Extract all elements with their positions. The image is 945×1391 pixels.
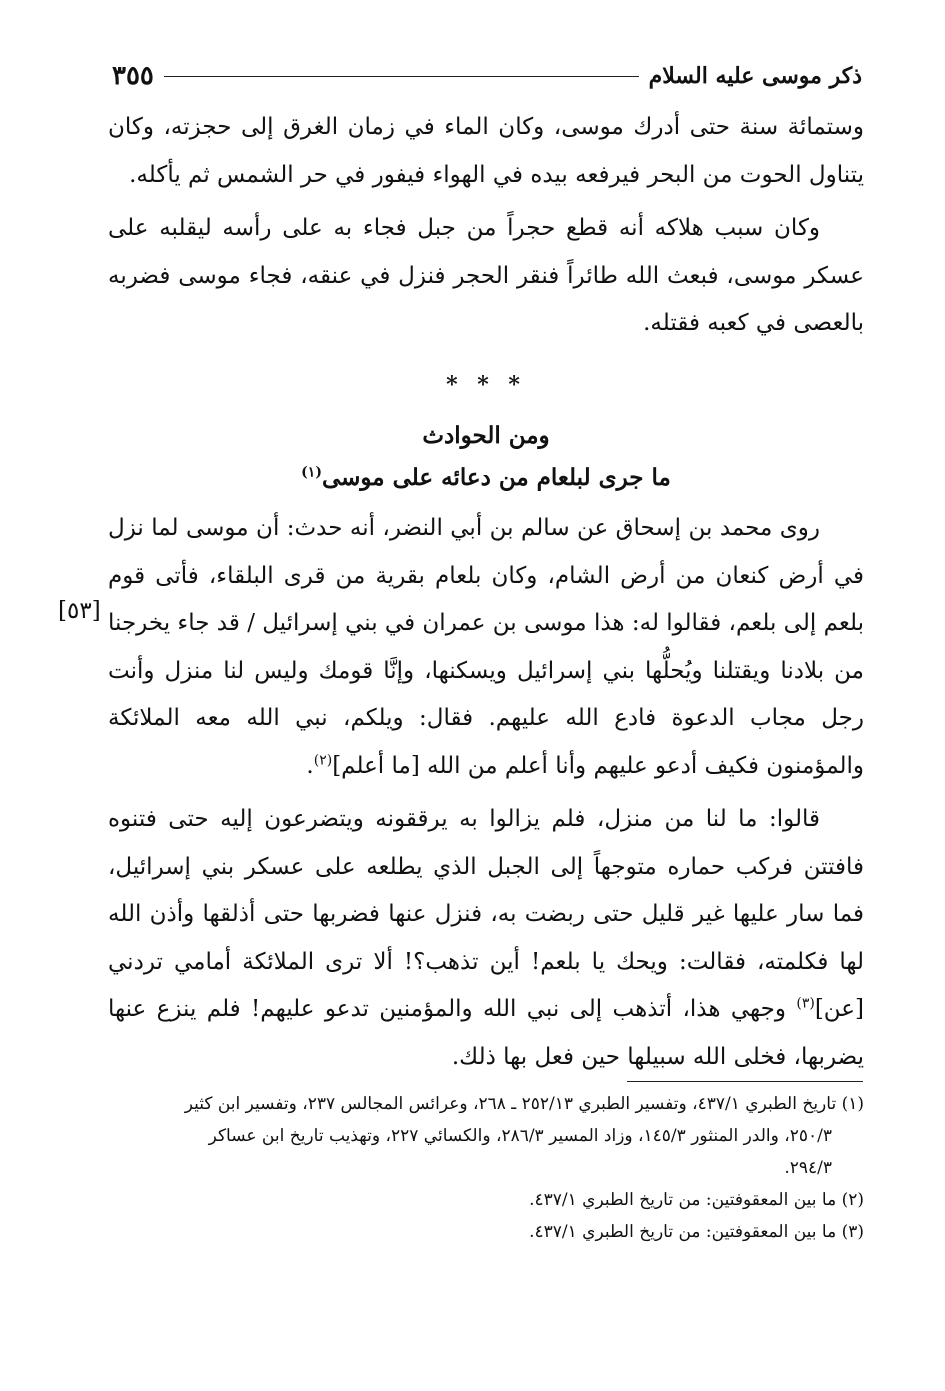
manuscript-page-marker: [٥٣]	[58, 598, 101, 624]
footnote-rule	[627, 1081, 863, 1082]
paragraph: وكان سبب هلاكه أنه قطع حجراً من جبل فجاء به على رأسه ليقلبه على عسكر موسى، فبعث الله طائراً فنقر الحجر فنزل في عنقه، فجاء موسى فضربه بالعصى في كعبه فقتله.	[108, 215, 864, 336]
chapter-title: ذكر موسى عليه السلام	[648, 63, 862, 89]
section-subtitle-text: ما جرى لبلعام من دعائه على موسى	[321, 464, 671, 491]
main-text	[108, 104, 864, 1081]
story-text-end: .	[306, 752, 314, 779]
footnote-continuation: ٢٥٠/٣، والدر المنثور ١٤٥/٣، وزاد المسير ٢٨٦/٣، والكسائي ٢٢٧، وتهذيب تاريخ ابن عساكر	[208, 1126, 832, 1146]
story-text: روى محمد بن إسحاق عن سالم بن أبي النضر، أنه حدث: أن موسى لما نزل في أرض كنعان من أرض الشام، وكان بلعام بقرية من قرى البلقاء، فأتى قوم بلعم إلى بلعم، فقالوا له: هذا موسى بن عمران في بني إسرائيل / قد جاء يخرجنا من بلادنا ويقتلنا ويُحلُّها بني إسرائيل ويسكنها، وإنَّا قومك وليس لنا منزل وأنت رجل مجاب الدعوة فادع الله عليهم. فقال: ويلكم، نبي الله معه الملائكة والمؤمنون فكيف أدعو عليهم وأنا أعلم من الله [ما أعلم]	[108, 515, 864, 779]
footnote-ref: (٣)	[796, 995, 815, 1012]
section-separator: * * *	[446, 371, 526, 398]
paragraph: وستمائة سنة حتى أدرك موسى، وكان الماء في زمان الغرق إلى حجزته، وكان يتناول الحوت من البحر فيرفعه بيده في الهواء فيفور في حر الشمس ثم يأكله.	[108, 114, 864, 188]
paragraph	[108, 796, 864, 1081]
footnote: (١) تاريخ الطبري ٤٣٧/١، وتفسير الطبري ٢٥٢/١٣ ـ ٢٦٨، وعرائس المجالس ٢٣٧، وتفسير ابن كثير	[184, 1094, 864, 1114]
page-number: ٣٥٥	[112, 61, 154, 91]
footnote-ref: (٢)	[313, 751, 333, 768]
section-subtitle	[108, 457, 864, 499]
story-text: وجهي هذا، أتذهب إلى نبي الله والمؤمنين تدعو عليهم! فلم ينزع عنها يضربها، فخلى الله سبيلها حين فعل بها ذلك.	[108, 996, 864, 1070]
footnote: (٢) ما بين المعقوفتين: من تاريخ الطبري ٤٣٧/١.	[529, 1190, 864, 1210]
section-title: ومن الحوادث	[422, 422, 550, 449]
footnote-continuation: ٢٩٤/٣.	[784, 1158, 832, 1178]
running-header	[112, 52, 862, 100]
footnote-ref: (١)	[301, 464, 322, 481]
footnote: (٣) ما بين المعقوفتين: من تاريخ الطبري ٤٣٧/١.	[529, 1222, 864, 1242]
story-text: قالوا: ما لنا من منزل، فلم يزالوا به يرققونه ويتضرعون إليه حتى فتنوه فافتتن فركب حماره متوجهاً إلى الجبل الذي يطلعه على عسكر بني إسرائيل، فما سار عليها غير قليل حتى ربضت به، فنزل عنها فضربها حتى أذلقها وأذن الله لها فكلمته، فقالت: ويحك يا بلعم! أين تذهب؟! ألا ترى الملائكة أمامي تردني [عن]	[108, 806, 864, 1022]
paragraph	[108, 505, 864, 790]
header-rule	[164, 76, 639, 77]
footnotes	[100, 1088, 864, 1248]
